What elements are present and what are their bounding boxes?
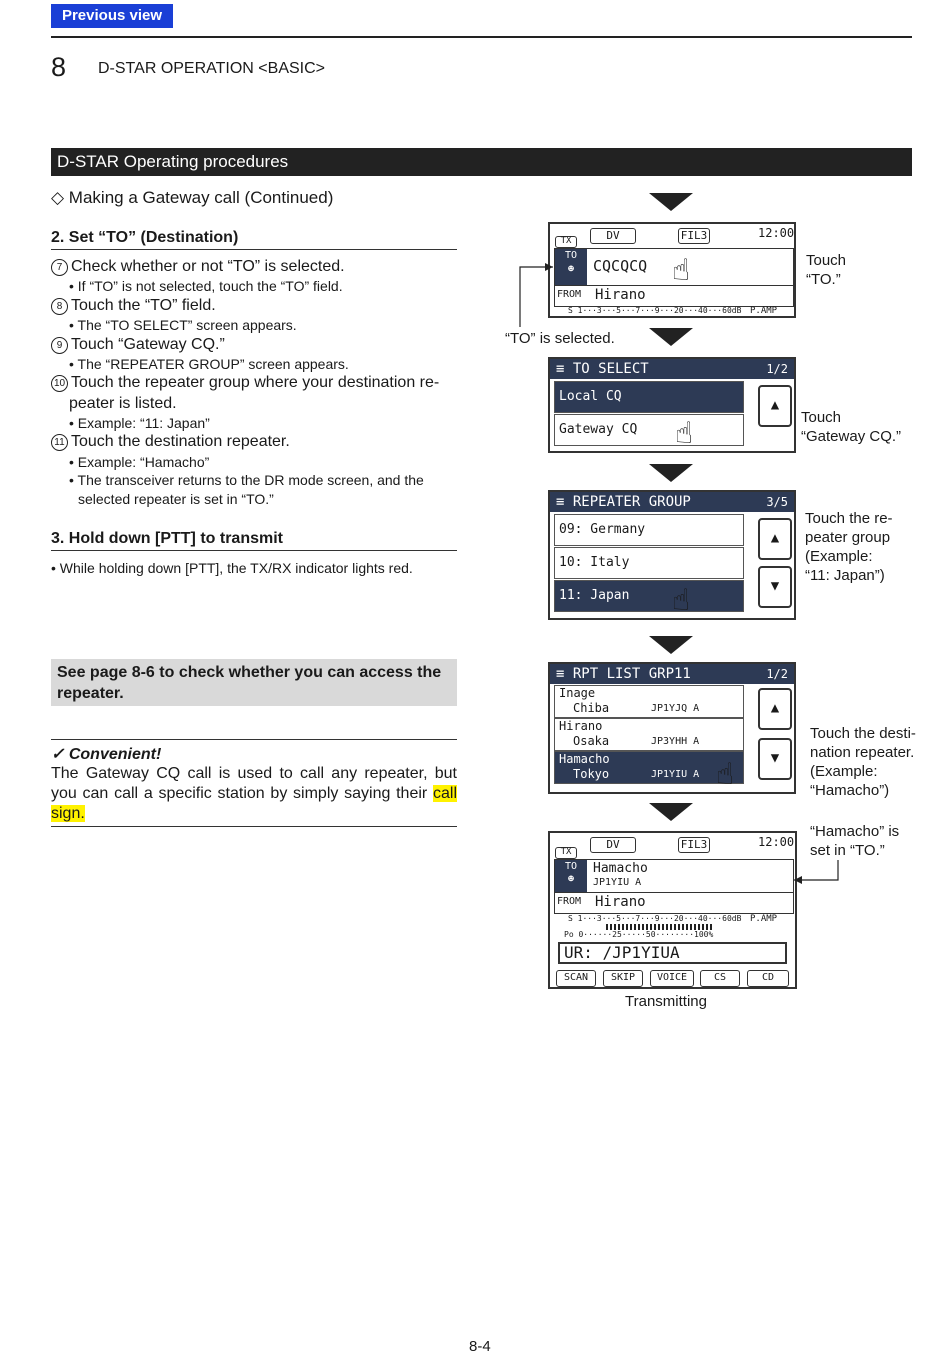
screen-dr-mode-before [548, 222, 796, 318]
scroll-up-button[interactable]: ▲ [758, 385, 792, 427]
list-item-germany[interactable]: 09: Germany [554, 514, 744, 546]
dv-mode-button[interactable]: DV [590, 837, 636, 853]
page-indicator: 3/5 [766, 495, 788, 509]
step2-rule [51, 249, 457, 250]
page-indicator: 1/2 [766, 362, 788, 376]
flow-arrow-icon [649, 636, 693, 654]
page-number: 8-4 [469, 1338, 491, 1355]
convenient-body: The Gateway CQ call is used to call any repeater, but you can call a specific station by simply saying their [51, 765, 457, 802]
highlighted-text: call sign. [51, 785, 458, 822]
clock: 12:00 [758, 226, 795, 240]
info-line-2: repeater. [57, 685, 124, 702]
chapter-title: D-STAR OPERATION <BASIC> [98, 60, 326, 77]
to-value: CQCQCQ [593, 257, 648, 275]
screen1-caption: Touch “TO.” [806, 252, 847, 288]
step-number: 9 [51, 337, 68, 354]
touch-hand-icon: ☝ [672, 253, 691, 288]
dv-mode-button[interactable]: DV [590, 228, 636, 244]
list-item-italy[interactable]: 10: Italy [554, 547, 744, 579]
from-label: FROM [557, 896, 582, 907]
from-label: FROM [557, 289, 582, 300]
step-item-9 [51, 336, 225, 354]
list-item-hirano[interactable]: Hirano Osaka JP3YHH A [554, 718, 744, 751]
step-note: • The “REPEATER GROUP” screen appears. [69, 356, 349, 372]
step3-note: • While holding down [PTT], the TX/RX indicator lights red. [51, 560, 413, 576]
to-label: TO ☻ [555, 860, 587, 892]
s-meter: S 1···3···5···7···9···20···40···60dB [568, 914, 742, 923]
transmitting-caption: Transmitting [625, 993, 707, 1010]
filter-button[interactable]: FIL3 [678, 837, 710, 853]
to-select-title: ≡ TO SELECT 1/2 [550, 359, 794, 379]
section-title: D-STAR Operating procedures [51, 148, 912, 176]
po-meter: Po 0······25·····50········100% [564, 930, 714, 939]
convenient-text [51, 764, 457, 824]
page-indicator: 1/2 [766, 667, 788, 681]
step-item-10 [51, 374, 439, 392]
pamp-indicator: P.AMP [750, 306, 778, 316]
convenient-rule-bottom [51, 826, 457, 827]
repeater-group-title: ≡ REPEATER GROUP 3/5 [550, 492, 794, 512]
screen3-caption: Touch the re- peater group (Example: “11: Japan”) [805, 510, 893, 584]
step-item-11 [51, 433, 290, 451]
step-number: 11 [51, 434, 68, 451]
list-item-hamacho[interactable]: Hamacho Tokyo JP1YIU A [554, 751, 744, 784]
step-text: Touch the destination repeater. [71, 433, 290, 450]
from-field[interactable] [554, 892, 794, 914]
touch-hand-icon: ☝ [672, 583, 691, 618]
screen-to-select [548, 357, 796, 453]
screen-rpt-list [548, 662, 796, 794]
step-text: Touch the “TO” field. [71, 297, 216, 314]
step3-heading: 3. Hold down [PTT] to transmit [51, 530, 283, 547]
pamp-indicator: P.AMP [750, 914, 778, 924]
step-note: • Example: “11: Japan” [69, 415, 210, 431]
to-label: TO ☻ [555, 249, 587, 285]
voice-button[interactable]: VOICE [650, 970, 694, 987]
scroll-down-button[interactable]: ▼ [758, 738, 792, 780]
to-value: Hamacho [593, 861, 648, 876]
flow-arrow-icon [649, 193, 693, 211]
ur-display: UR: /JP1YIUA [558, 942, 787, 964]
skip-button[interactable]: SKIP [603, 970, 643, 987]
info-line-1: See page 8-6 to check whether you can access the [57, 664, 442, 681]
step-number: 7 [51, 259, 68, 276]
screen-repeater-group [548, 490, 796, 620]
touch-hand-icon: ☝ [675, 416, 694, 451]
screen5-caption: “Hamacho” is set in “TO.” [810, 823, 900, 859]
subsection-title: ◇ Making a Gateway call (Continued) [51, 188, 334, 207]
list-item-inage[interactable]: Inage Chiba JP1YJQ A [554, 685, 744, 718]
flow-arrow-icon [649, 328, 693, 346]
previous-view-button[interactable]: Previous view [51, 4, 173, 28]
pointer-line [515, 262, 555, 332]
chapter-number: 8 [51, 52, 67, 82]
tx-indicator: TX [555, 847, 577, 859]
filter-button[interactable]: FIL3 [678, 228, 710, 244]
scroll-up-button[interactable]: ▲ [758, 688, 792, 730]
touch-hand-icon: ☝ [716, 757, 735, 792]
cs-button[interactable]: CS [700, 970, 740, 987]
clock: 12:00 [758, 835, 795, 849]
step-text-cont: peater is listed. [69, 395, 177, 412]
step-item-7 [51, 258, 345, 276]
step-text: Check whether or not “TO” is selected. [71, 258, 345, 275]
screen2-caption: Touch “Gateway CQ.” [801, 409, 902, 445]
from-value: Hirano [595, 894, 646, 910]
list-item-local-cq[interactable]: Local CQ [554, 381, 744, 413]
scroll-down-button[interactable]: ▼ [758, 566, 792, 608]
convenient-title: ✓ Convenient! [51, 746, 162, 763]
scan-button[interactable]: SCAN [556, 970, 596, 987]
step3-rule [51, 550, 457, 551]
convenient-rule-top [51, 739, 457, 740]
step-text: Touch “Gateway CQ.” [71, 336, 225, 353]
step-note: • If “TO” is not selected, touch the “TO” field. [69, 278, 343, 294]
info-box [51, 659, 457, 706]
top-rule [51, 36, 912, 38]
step-note: selected repeater is set in “TO.” [78, 491, 274, 507]
step-note: • The “TO SELECT” screen appears. [69, 317, 297, 333]
list-item-japan[interactable]: 11: Japan [554, 580, 744, 612]
step-text: Touch the repeater group where your destination re- [71, 374, 440, 391]
to-callsign: JP1YIU A [593, 877, 642, 888]
step-number: 8 [51, 298, 68, 315]
screen-dr-mode-after [548, 831, 797, 989]
s-meter: S 1···3···5···7···9···20···40···60dB [568, 306, 742, 315]
cd-button[interactable]: CD [747, 970, 789, 987]
step2-heading: 2. Set “TO” (Destination) [51, 229, 239, 246]
step-number: 10 [51, 375, 68, 392]
scroll-up-button[interactable]: ▲ [758, 518, 792, 560]
pointer-line [790, 858, 842, 886]
flow-arrow-icon [649, 803, 693, 821]
to-field[interactable] [554, 859, 794, 893]
tx-indicator: TX [555, 236, 577, 248]
step-note: • Example: “Hamacho” [69, 454, 210, 470]
step-item-8 [51, 297, 216, 315]
flow-arrow-icon [649, 464, 693, 482]
rpt-list-title: ≡ RPT LIST GRP11 1/2 [550, 664, 794, 684]
list-item-gateway-cq[interactable]: Gateway CQ [554, 414, 744, 446]
screen1-left-caption: “TO” is selected. [505, 330, 615, 347]
screen4-caption: Touch the desti- nation repeater. (Example: “Hamacho”) [810, 725, 916, 799]
from-value: Hirano [595, 287, 646, 303]
from-field[interactable] [554, 285, 794, 307]
step-note: • The transceiver returns to the DR mode screen, and the [69, 472, 424, 488]
